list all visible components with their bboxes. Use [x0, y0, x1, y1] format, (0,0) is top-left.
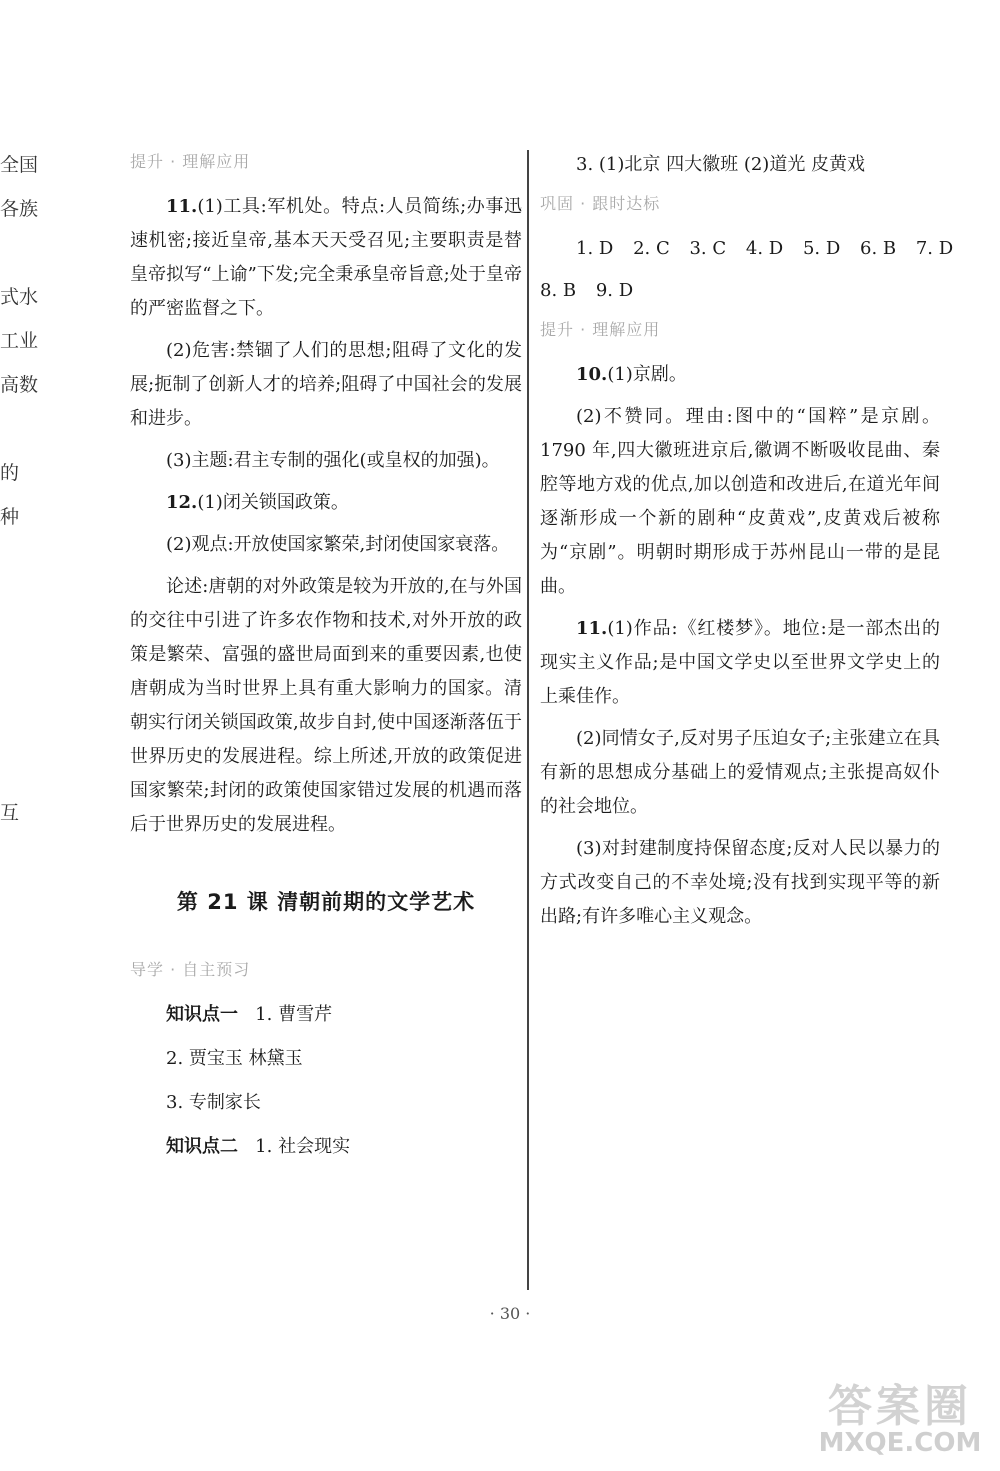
- edge-fragment: 互: [0, 802, 20, 824]
- choice-answer: 9. D: [595, 280, 634, 301]
- knowledge-point-1-item-3: 3. 专制家长: [166, 1092, 261, 1113]
- section-label-preview: 导学 · 自主预习: [130, 960, 251, 979]
- knowledge-point-answer: 1. 社会现实: [255, 1136, 351, 1157]
- choice-answers-row-2: [540, 274, 940, 308]
- question-11-part-2: (2)同情女子,反对男子压迫女子;主张建立在具有新的思想成分基础上的爱情观点;主张提高奴仆的社会地位。: [540, 728, 940, 817]
- choice-answer: 1. D: [576, 238, 614, 259]
- right-column: [540, 148, 954, 942]
- knowledge-point-title: 知识点一: [166, 1004, 238, 1025]
- edge-fragment: 种: [0, 506, 20, 528]
- choice-answer: 5. D: [802, 238, 841, 259]
- left-column: [130, 148, 522, 1174]
- question-12-part-2: (2)观点:开放使国家繁荣,封闭使国家衰落。: [166, 534, 510, 555]
- question-11-part-1: [130, 190, 522, 326]
- question-11-part-1: [540, 612, 940, 714]
- knowledge-point-answer: 1. 曹雪芹: [255, 1004, 333, 1025]
- section-label-improve: 提升 · 理解应用: [130, 152, 251, 171]
- edge-fragment: 全国: [0, 154, 39, 176]
- lesson-title: 第 21 课 清朝前期的文学艺术: [176, 890, 476, 914]
- question-12-argument: 论述:唐朝的对外政策是较为开放的,在与外国的交往中引进了许多农作物和技术,对外开放的政策是繁荣、富强的盛世局面到来的重要因素,也使唐朝成为当时世界上具有重大影响力的国家。清朝实行闭关锁国政策,故步自封,使中国逐渐落伍于世界历史的发展进程。综上所述,开放的政策促进国家繁荣;封闭的政策使国家错过发展的机遇而落后于世界历史的发展进程。: [130, 576, 522, 835]
- watermark-url: MXQE.COM: [818, 1428, 982, 1458]
- choice-answer: 3. C: [689, 238, 727, 259]
- edge-fragment: 高数: [0, 374, 39, 396]
- choice-answer: 2. C: [633, 238, 670, 259]
- question-number: 11.: [576, 618, 608, 639]
- answer-text: (1)作品:《红楼梦》。地位:是一部杰出的现实主义作品;是中国文学史以至世界文学史上的上乘佳作。: [540, 618, 940, 707]
- edge-fragment: 各族: [0, 198, 39, 220]
- choice-answer: 7. D: [915, 238, 954, 259]
- edge-fragment: 式水: [0, 286, 39, 308]
- section-label-improve: 提升 · 理解应用: [540, 320, 661, 339]
- knowledge-point-1: [130, 998, 522, 1032]
- knowledge-point-1-item-2: 2. 贾宝玉 林黛玉: [166, 1048, 303, 1069]
- question-12-part-1: [130, 486, 522, 520]
- watermark-logo: [810, 1370, 990, 1465]
- knowledge-point-title: 知识点二: [166, 1136, 238, 1157]
- question-11-part-3: (3)对封建制度持保留态度;反对人民以暴力的方式改变自己的不幸处境;没有找到实现平等的新出路;有许多唯心主义观念。: [540, 838, 940, 927]
- choice-answers-row-1: [540, 232, 954, 266]
- choice-answer: 6. B: [860, 238, 897, 259]
- question-10-part-2: (2)不赞同。理由:图中的“国粹”是京剧。1790 年,四大徽班进京后,徽调不断吸收昆曲、秦腔等地方戏的优点,加以创造和改进后,在道光年间逐渐形成一个新的剧种“皮黄戏”,皮黄戏后被称为“京剧”。明朝时期形成于苏州昆山一带的是昆曲。: [540, 406, 940, 597]
- question-number: 10.: [576, 364, 608, 385]
- watermark-text: 答案圈: [828, 1381, 972, 1432]
- choice-answer: 8. B: [540, 280, 577, 301]
- knowledge-point-2: [130, 1130, 522, 1164]
- choice-answer: 4. D: [745, 238, 784, 259]
- question-number: 11.: [166, 196, 198, 217]
- section-label-consolidate: 巩固 · 跟时达标: [540, 194, 661, 213]
- edge-fragment: 的: [0, 462, 20, 484]
- edge-fragment: 工业: [0, 330, 39, 352]
- answer-text: (1)工具:军机处。特点:人员简练;办事迅速机密;接近皇帝,基本天天受召见;主要职责是替皇帝拟写“上谕”下发;完全秉承皇帝旨意;处于皇帝的严密监督之下。: [130, 196, 522, 319]
- answer-text: (1)闭关锁国政策。: [197, 492, 349, 513]
- question-11-part-2: (2)危害:禁锢了人们的思想;阻碍了文化的发展;扼制了创新人才的培养;阻碍了中国社会的发展和进步。: [130, 340, 522, 429]
- question-number: 12.: [166, 492, 198, 513]
- page-number: · 30 ·: [489, 1304, 531, 1323]
- answer-text: (1)京剧。: [607, 364, 687, 385]
- question-10-part-1: [540, 358, 940, 392]
- question-11-part-3: (3)主题:君主专制的强化(或皇权的加强)。: [166, 450, 500, 471]
- question-3-answer: 3. (1)北京 四大徽班 (2)道光 皮黄戏: [576, 154, 866, 175]
- column-divider: [527, 150, 529, 1290]
